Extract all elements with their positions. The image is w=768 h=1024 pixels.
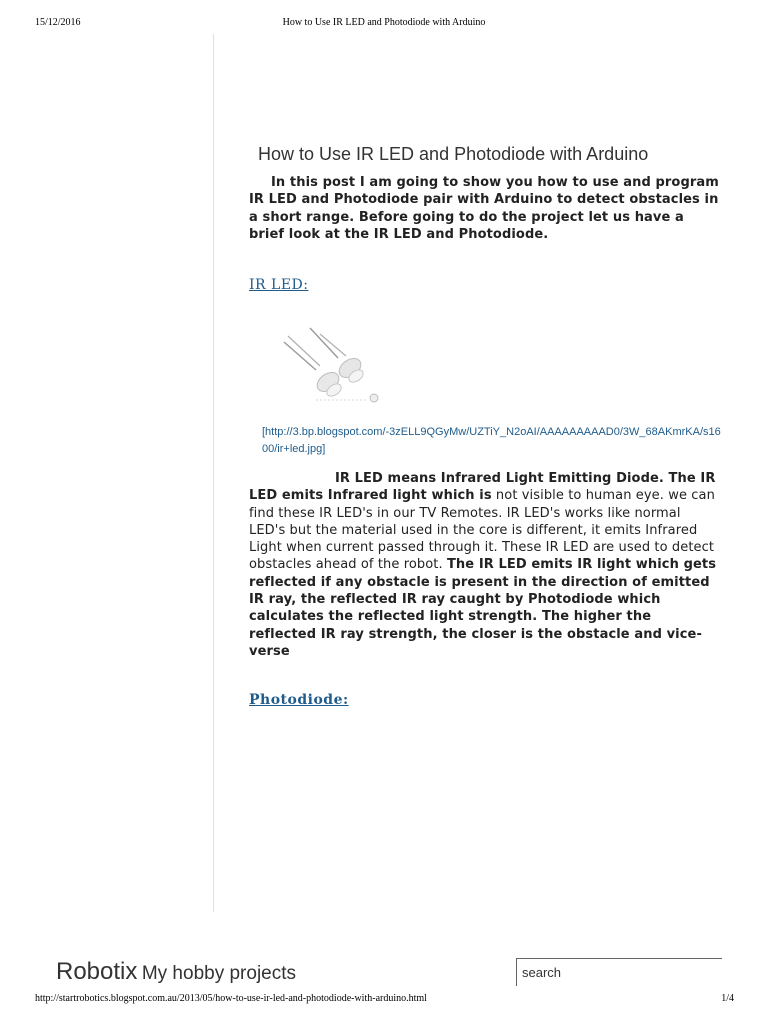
blog-footer <box>56 958 296 986</box>
section-heading-photodiode[interactable]: Photodiode: <box>249 692 349 708</box>
blog-tagline: My hobby projects <box>141 963 297 984</box>
ir-led-image[interactable] <box>276 320 386 410</box>
print-url: http://startrobotics.blogspot.com.au/2013/05/how-to-use-ir-led-and-photodiode-with-arduino.html <box>35 993 427 1004</box>
ir-led-bold-text-2: The IR LED emits IR light which gets reflected if any obstacle is present in the direction of emitted IR ray, the reflected IR ray caught by Photodiode which calculates the reflected light strength. The higher the reflected IR ray strength, the closer is the obstacle and vice-verse <box>249 557 717 659</box>
ir-led-bold-text-1: IR LED means Infrared Light Emitting Diode. The IR LED emits Infrared light which is <box>249 471 716 504</box>
post-title: How to Use IR LED and Photodiode with Arduino <box>258 144 649 164</box>
ir-led-paragraph <box>249 470 719 660</box>
sidebar-border <box>213 34 214 912</box>
search-box[interactable] <box>516 958 722 986</box>
intro-paragraph <box>249 174 719 243</box>
print-page-number: 1/4 <box>721 993 734 1004</box>
print-date: 15/12/2016 <box>35 17 81 28</box>
ir-led-text: not visible to human eye. we can find these IR LED's in our TV Remotes. IR LED's works like normal LED's but the material used in the core is different, it emits Infrared Light when current passed through it. These IR LED are used to detect obstacles ahead of the robot. <box>249 488 715 573</box>
section-heading-ir-led[interactable]: IR LED: <box>249 277 309 293</box>
image-source-link[interactable]: [http://3.bp.blogspot.com/-3zELL9QGyMw/UZTiY_N2oAI/AAAAAAAAAD0/3W_68AKmrKA/s1600/ir+led.jpg] <box>262 426 721 455</box>
print-page-title: How to Use IR LED and Photodiode with Arduino <box>282 17 486 28</box>
search-input[interactable] <box>517 959 712 980</box>
blog-name[interactable]: Robotix <box>56 958 138 985</box>
intro-text: In this post I am going to show you how to use and program IR LED and Photodiode pair with Arduino to detect obstacles in a short range. Before going to do the project let us have a brief look at the IR LED and Photodiode. <box>249 175 719 242</box>
